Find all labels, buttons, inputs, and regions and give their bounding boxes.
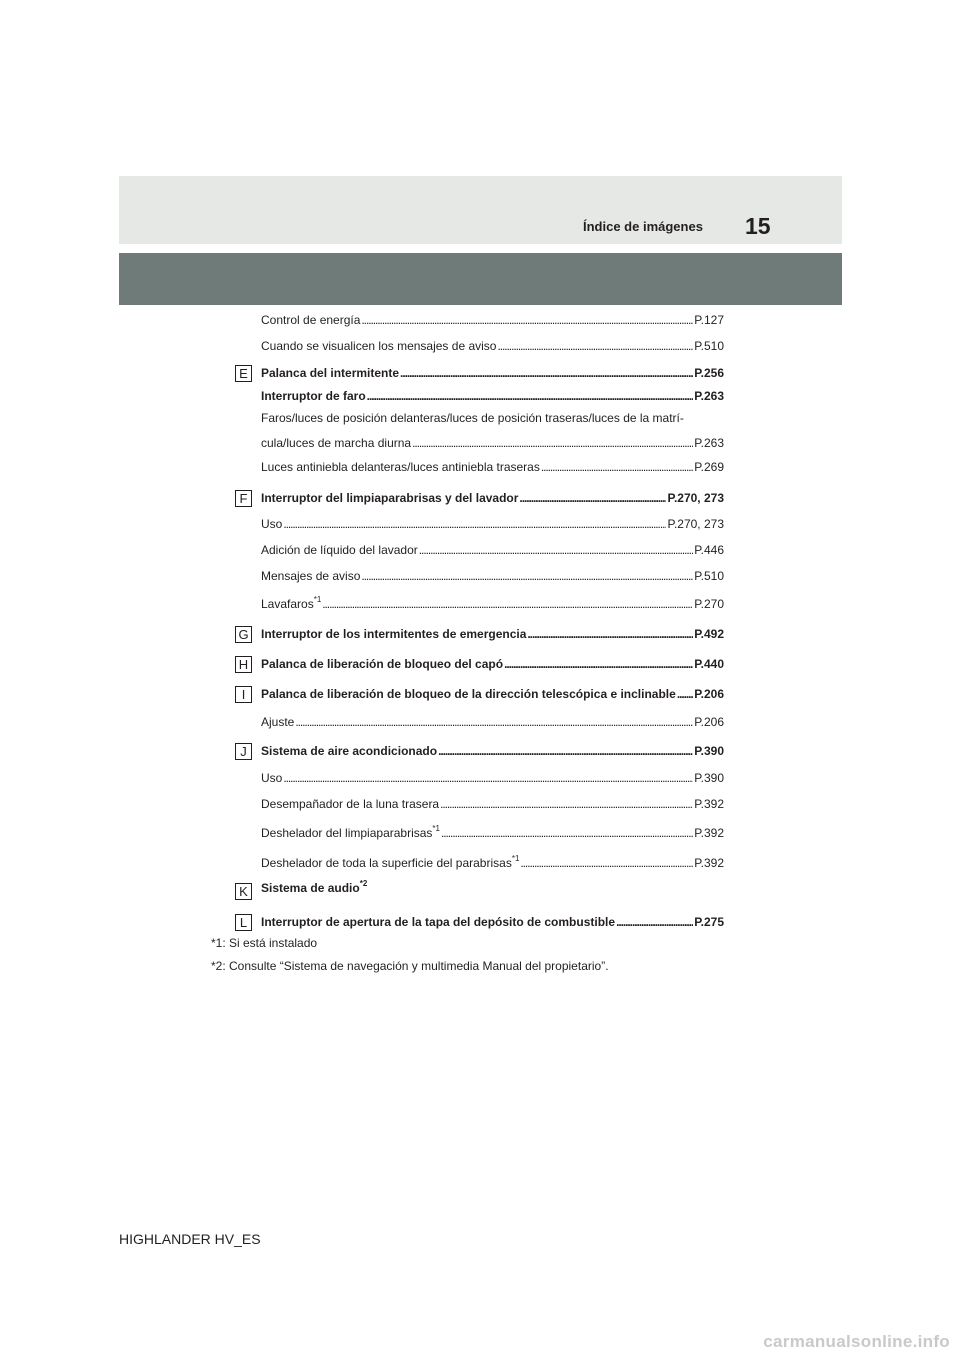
toc-entry[interactable] bbox=[261, 712, 724, 730]
header-band-dark bbox=[119, 253, 842, 305]
toc-entry-page: P.492 bbox=[694, 627, 724, 641]
toc-entry-label bbox=[261, 744, 437, 759]
toc-entry-label bbox=[261, 657, 503, 672]
dot-leader bbox=[616, 915, 693, 930]
toc-entry-label bbox=[261, 715, 294, 730]
dot-leader bbox=[295, 715, 693, 730]
toc-entry-text: Palanca de liberación de bloqueo del capó bbox=[261, 657, 504, 671]
toc-entry-label bbox=[261, 460, 540, 475]
section-title: Índice de imágenes bbox=[583, 219, 703, 234]
toc-entry[interactable] bbox=[261, 741, 724, 759]
toc-entry-page: P.510 bbox=[694, 339, 724, 353]
toc-entry[interactable] bbox=[261, 363, 724, 381]
toc-entry-label bbox=[261, 597, 321, 612]
toc-entry[interactable] bbox=[261, 594, 724, 612]
toc-entry-label bbox=[261, 339, 496, 354]
toc-entry[interactable] bbox=[261, 566, 724, 584]
toc-entry-label bbox=[261, 491, 518, 506]
toc-entry[interactable] bbox=[261, 488, 724, 506]
dot-leader bbox=[283, 771, 693, 786]
toc-entry-label bbox=[261, 411, 684, 425]
dot-leader bbox=[400, 366, 693, 381]
dot-leader bbox=[283, 517, 666, 532]
toc-entry-page: P.392 bbox=[694, 856, 724, 870]
toc-entry-text: Desempañador de la luna trasera bbox=[261, 797, 440, 811]
toc-entry-text: Uso bbox=[261, 517, 283, 531]
toc-entry[interactable] bbox=[261, 310, 724, 328]
footnote bbox=[211, 936, 317, 951]
toc-entry-page: P.270, 273 bbox=[667, 517, 724, 531]
dot-leader bbox=[497, 339, 693, 354]
toc-entry-label bbox=[261, 389, 366, 404]
toc-entry-label bbox=[261, 856, 519, 871]
dot-leader bbox=[367, 389, 694, 404]
toc-entry[interactable] bbox=[261, 881, 724, 899]
toc-entry-label bbox=[261, 436, 411, 451]
toc-entry-page: P.510 bbox=[694, 569, 724, 583]
section-badge: E bbox=[235, 365, 252, 382]
toc-entry-label bbox=[261, 687, 676, 702]
toc-entry-text: Palanca del intermitente bbox=[261, 366, 400, 380]
toc-entry-text: Uso bbox=[261, 771, 283, 785]
section-badge: F bbox=[235, 490, 252, 507]
footer-model: HIGHLANDER HV_ES bbox=[119, 1231, 261, 1247]
dot-leader bbox=[438, 744, 693, 759]
section-badge: I bbox=[235, 686, 252, 703]
toc-entry-text: Luces antiniebla delanteras/luces antiniebla traseras bbox=[261, 460, 540, 474]
toc-entry-page: P.270 bbox=[694, 597, 724, 611]
toc-entry-label bbox=[261, 543, 418, 558]
toc-entry-text: Interruptor de los intermitentes de emergencia bbox=[261, 627, 527, 641]
toc-entry[interactable] bbox=[261, 540, 724, 558]
dot-leader bbox=[361, 313, 693, 328]
footnote bbox=[211, 959, 609, 974]
toc-entry[interactable] bbox=[261, 794, 724, 812]
toc-entry[interactable] bbox=[261, 386, 724, 404]
footnote-marker: *2 bbox=[359, 879, 368, 888]
toc-entry-page: P.275 bbox=[694, 915, 724, 929]
toc-entry-text: Interruptor de faro bbox=[261, 389, 366, 403]
page-number: 15 bbox=[745, 213, 771, 239]
dot-leader bbox=[412, 436, 693, 451]
toc-entry-text: Lavafaros bbox=[261, 597, 314, 611]
toc-entry-text: Sistema de audio bbox=[261, 881, 360, 895]
toc-entry-label bbox=[261, 881, 367, 895]
section-badge: G bbox=[235, 626, 252, 643]
toc-entry[interactable] bbox=[261, 457, 724, 475]
toc-entry-label bbox=[261, 915, 615, 930]
toc-entry[interactable] bbox=[261, 624, 724, 642]
toc-entry-text: Adición de líquido del lavador bbox=[261, 543, 418, 557]
toc-entry-page: P.446 bbox=[694, 543, 724, 557]
toc-entry[interactable] bbox=[261, 336, 724, 354]
toc-entry[interactable] bbox=[261, 853, 724, 871]
toc-entry-text: Ajuste bbox=[261, 715, 295, 729]
footnote-marker: *1 bbox=[432, 824, 440, 833]
toc-entry-text: Sistema de aire acondicionado bbox=[261, 744, 438, 758]
toc-entry-text: Control de energía bbox=[261, 313, 361, 327]
toc-entry-text: Interruptor de apertura de la tapa del depósito de combustible bbox=[261, 915, 616, 929]
toc-entry-label bbox=[261, 797, 439, 812]
dot-leader bbox=[361, 569, 693, 584]
dot-leader bbox=[519, 491, 666, 506]
toc-entry-page: P.440 bbox=[694, 657, 724, 671]
dot-leader bbox=[322, 597, 693, 612]
dot-leader bbox=[504, 657, 693, 672]
toc-entry-text: Faros/luces de posición delanteras/luces de posición traseras/luces de la matrí- bbox=[261, 411, 684, 425]
dot-leader bbox=[441, 826, 693, 841]
toc-entry-page: P.206 bbox=[694, 715, 724, 729]
dot-leader bbox=[440, 797, 693, 812]
toc-entry-page: P.269 bbox=[694, 460, 724, 474]
toc-entry-label bbox=[261, 569, 360, 584]
toc-entry-page: P.263 bbox=[694, 436, 724, 450]
toc-entry-label bbox=[261, 771, 282, 786]
toc-entry[interactable] bbox=[261, 768, 724, 786]
toc-entry-text: Deshelador del limpiaparabrisas bbox=[261, 826, 433, 840]
dot-leader bbox=[527, 627, 693, 642]
footnote-mark: *1: bbox=[211, 936, 226, 950]
toc-entry[interactable] bbox=[261, 411, 724, 429]
toc-entry-text: Mensajes de aviso bbox=[261, 569, 361, 583]
section-badge: H bbox=[235, 656, 252, 673]
section-badge: K bbox=[235, 883, 252, 900]
toc-entry-page: P.206 bbox=[694, 687, 724, 701]
dot-leader bbox=[419, 543, 693, 558]
toc-entry-page: P.256 bbox=[694, 366, 724, 380]
footnote-text: Si está instalado bbox=[229, 936, 318, 950]
toc-entry[interactable] bbox=[261, 433, 724, 451]
footnote-marker: *1 bbox=[511, 854, 520, 863]
header-band-light bbox=[119, 176, 842, 244]
toc-entry-page: P.127 bbox=[694, 313, 724, 327]
dot-leader bbox=[520, 856, 693, 871]
toc-entry[interactable] bbox=[261, 654, 724, 672]
toc-entry-label bbox=[261, 826, 440, 841]
footnote-mark: *2: bbox=[211, 959, 226, 973]
toc-entry-text: Palanca de liberación de bloqueo de la dirección telescópica e inclinable bbox=[261, 687, 676, 701]
dot-leader bbox=[541, 460, 693, 475]
toc-entry-text: Interruptor del limpiaparabrisas y del lavador bbox=[261, 491, 519, 505]
toc-entry-page: P.390 bbox=[694, 771, 724, 785]
toc-entry-page: P.390 bbox=[694, 744, 724, 758]
section-badge: J bbox=[235, 743, 252, 760]
toc-entry-page: P.392 bbox=[694, 826, 724, 840]
toc-entry-label bbox=[261, 517, 282, 532]
toc-entry-text: Cuando se visualicen los mensajes de aviso bbox=[261, 339, 497, 353]
watermark: carmanualsonline.info bbox=[763, 1332, 950, 1351]
toc-entry-page: P.392 bbox=[694, 797, 724, 811]
toc-entry-page: P.263 bbox=[694, 389, 724, 403]
footnote-text: Consulte “Sistema de navegación y multimedia Manual del propietario”. bbox=[229, 959, 609, 973]
toc-entry[interactable] bbox=[261, 514, 724, 532]
footnote-marker: *1 bbox=[313, 595, 322, 604]
toc-entry-label bbox=[261, 313, 360, 328]
dot-leader bbox=[677, 687, 693, 702]
section-badge: L bbox=[235, 914, 252, 931]
toc-entry[interactable] bbox=[261, 912, 724, 930]
toc-entry-page: P.270, 273 bbox=[667, 491, 724, 505]
toc-entry[interactable] bbox=[261, 823, 724, 841]
toc-entry-label bbox=[261, 366, 399, 381]
toc-entry-label bbox=[261, 627, 526, 642]
toc-entry-text: cula/luces de marcha diurna bbox=[261, 436, 412, 450]
toc-entry-text: Deshelador de toda la superficie del parabrisas bbox=[261, 856, 512, 870]
toc-entry[interactable] bbox=[261, 684, 724, 702]
